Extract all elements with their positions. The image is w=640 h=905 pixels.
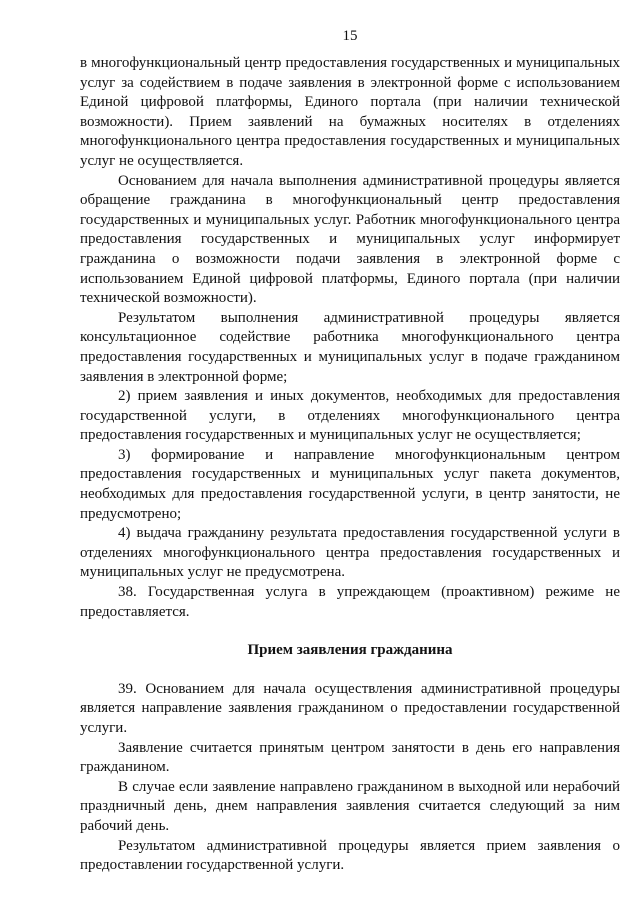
paragraph-continuation: в многофункциональный центр предоставления государственных и муниципальных услуг за содействием в подаче заявления в электронной форме с использованием Единой цифровой платформы, Единого портала (при наличии технической возможности). Прием заявлений на бумажных носителях в отделениях многофункционального центра предоставления государственных и муниципальных услуг не осуществляется. — [80, 55, 620, 169]
list-item-2: 2) прием заявления и иных документов, необходимых для предоставления государственной услуги, в отделениях многофункционального центра предоставления государственных и муниципальных услуг не осуществляется; — [80, 388, 620, 444]
page-number: 15 — [342, 28, 358, 44]
list-item-4: 4) выдача гражданину результата предоставления государственной услуги в отделениях многофункционального центра предоставления государственных и муниципальных услуг не предусмотрена. — [80, 525, 620, 581]
paragraph-final-result: Результатом административной процедуры является прием заявления о предоставлении государственной услуги. — [80, 837, 620, 874]
list-item-3: 3) формирование и направление многофункциональным центром предоставления государственных и муниципальных услуг пакета документов, необходимых для предоставления государственной услуги, в центр занятости, не предусмотрено; — [80, 446, 620, 522]
section-heading: Прием заявления гражданина — [247, 642, 453, 659]
paragraph-38: 38. Государственная услуга в упреждающем (проактивном) режиме не предоставляется. — [80, 584, 620, 620]
paragraph-39: 39. Основанием для начала осуществления административной процедуры является направление заявления гражданином о предоставлении государственной услуги. — [80, 680, 620, 736]
paragraph-basis-procedure: Основанием для начала выполнения административной процедуры является обращение гражданина в многофункциональный центр предоставления государственных и муниципальных услуг. Работник многофункционального центра предоставления государственных и муниципальных услуг информирует гражданина о возможности подачи заявления в электронной форме с использованием Единой цифровой платформы, Единого портала (при наличии технической возможности). — [80, 172, 620, 307]
paragraph-procedure-result: Результатом выполнения административной процедуры является консультационное содействие работника многофункционального центра предоставления государственных и муниципальных услуг в подаче гражданином заявления в электронной форме; — [80, 309, 620, 385]
document-body — [80, 54, 620, 876]
paragraph-holiday-rule: В случае если заявление направлено гражданином в выходной или нерабочий праздничный день, днем направления заявления считается следующий за ним рабочий день. — [80, 778, 620, 834]
paragraph-application-accepted: Заявление считается принятым центром занятости в день его направления гражданином. — [80, 739, 620, 776]
